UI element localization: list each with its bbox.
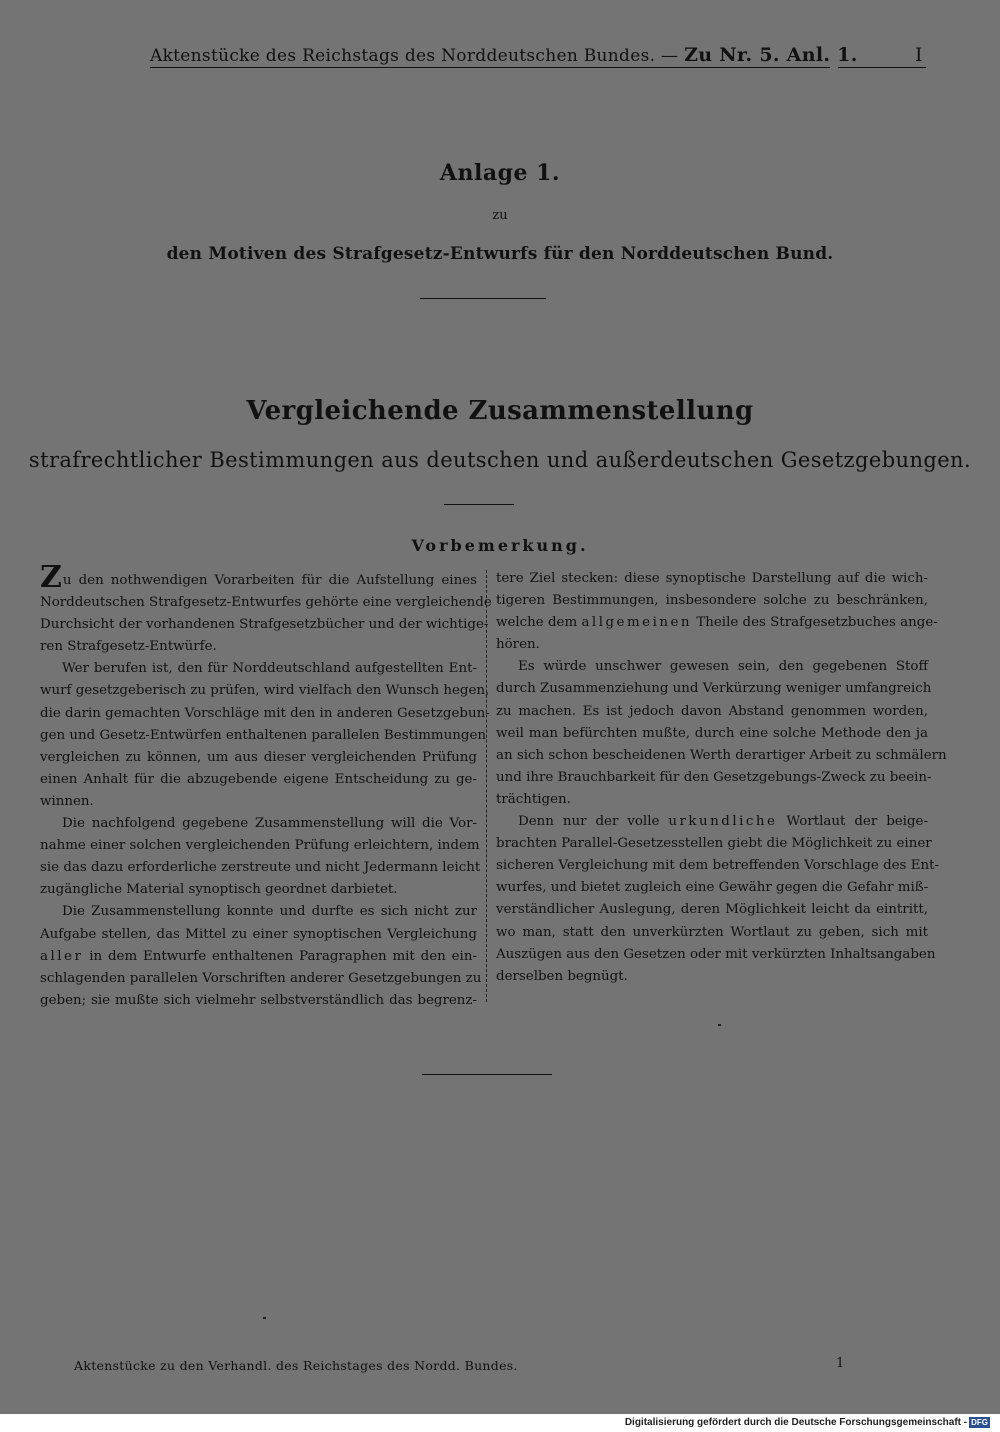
text-line: brachten Parallel-Gesetzesstellen giebt die Möglichkeit zu einer [496, 836, 932, 852]
text-line: sie das dazu erforderliche zerstreute und nicht Jedermann leicht [40, 860, 481, 876]
text-line: Es würde unschwer gewesen sein, den gegebenen Stoff [518, 659, 928, 675]
header-rule [838, 67, 926, 68]
text-line: die darin gemachten Vorschläge mit den in anderen Gesetzgebun- [40, 705, 490, 721]
text-line: Wer berufen ist, den für Norddeutschland aufgestellten Ent- [62, 661, 477, 677]
text-line: tigeren Bestimmungen, insbesondere solche zu beschränken, [496, 593, 928, 609]
text-line: vergleichen zu können, um aus dieser vergleichenden Prüfung [40, 749, 477, 765]
text-line: wurfes, und bietet zugleich eine Gewähr gegen die Gefahr miß- [496, 880, 929, 896]
print-speck [263, 1317, 266, 1319]
text-line: wo man, statt den unverkürzten Wortlaut zu geben, sich mit [496, 924, 928, 940]
separator-rule [420, 298, 546, 299]
text-line: trächtigen. [496, 791, 571, 807]
text-line: derselben begnügt. [496, 968, 628, 984]
dfg-logo: DFG [971, 1418, 988, 1427]
column-divider [486, 570, 487, 1002]
running-title: Aktenstücke des Reichstags des Norddeutschen Bundes. — [150, 46, 679, 66]
text-line: Denn nur der volle urkundliche Wortlaut der beige- [518, 814, 928, 830]
right-column [496, 568, 947, 988]
text-line: Zu den nothwendigen Vorarbeiten für die Aufstellung eines [40, 560, 477, 595]
text-line: an sich schon bescheidenen Werth derartiger Arbeit zu schmälern [496, 747, 947, 763]
text-line: wurf gesetzgeberisch zu prüfen, wird vielfach den Wunsch hegen, [40, 683, 490, 699]
text-line: Die nachfolgend gegebene Zusammenstellung will die Vor- [62, 816, 477, 832]
spaced-word: aller [40, 948, 84, 964]
annex-subject: den Motiven des Strafgesetz-Entwurfs für den Norddeutschen Bund. [166, 244, 834, 264]
separator-rule [444, 504, 514, 505]
text-line: schlagenden parallelen Vorschriften anderer Gesetzgebungen zu [40, 970, 482, 986]
main-title: Vergleichende Zusammenstellung [246, 396, 754, 426]
text-line: Norddeutschen Strafgesetz-Entwurfes gehörte eine vergleichende [40, 595, 492, 611]
text-line: gen und Gesetz-Entwürfen enthaltenen parallelen Bestimmungen [40, 727, 486, 743]
document-reference: Zu Nr. 5. Anl. 1. [684, 44, 858, 66]
annex-zu: zu [492, 208, 508, 223]
left-column [40, 560, 492, 1012]
spaced-word: allgemeinen [581, 615, 693, 631]
text-line: durch Zusammenziehung und Verkürzung weniger umfangreich [496, 681, 932, 697]
text-line: welche dem allgemeinen Theile des Strafgesetzbuches ange- [496, 615, 938, 631]
footer-signature: Aktenstücke zu den Verhandl. des Reichstages des Nordd. Bundes. [74, 1358, 518, 1373]
text-line: ren Strafgesetz-Entwürfe. [40, 639, 217, 655]
text-line: verständlicher Auslegung, deren Möglichkeit leicht da eintritt, [496, 902, 928, 918]
drop-cap: Z [40, 560, 62, 595]
digitization-credit [625, 1417, 990, 1428]
annex-heading: Anlage 1. [439, 160, 561, 186]
text-line: winnen. [40, 793, 94, 809]
text-line: Durchsicht der vorhandenen Strafgesetzbücher und der wichtige- [40, 617, 489, 633]
text-line: zu machen. Es ist jedoch davon Abstand genommen worden, [496, 703, 928, 719]
text-line: Die Zusammenstellung konnte und durfte es sich nicht zur [62, 904, 477, 920]
text-line: zugängliche Material synoptisch geordnet darbietet. [40, 882, 398, 898]
text-line: einen Anhalt für die abzugebende eigene Entscheidung zu ge- [40, 771, 477, 787]
text-line: Auszügen aus den Gesetzen oder mit verkürzten Inhaltsangaben [496, 946, 936, 962]
text-line: hören. [496, 637, 540, 653]
credit-text: Digitalisierung gefördert durch die Deutsche Forschungsgemeinschaft - [624, 1417, 968, 1428]
text-line: nahme einer solchen vergleichenden Prüfung erleichtern, indem [40, 838, 480, 854]
print-speck [718, 1024, 721, 1026]
text-line: und ihre Brauchbarkeit für den Gesetzgebungs-Zweck zu beein- [496, 769, 932, 785]
text-line: tere Ziel stecken: diese synoptische Darstellung auf die wich- [496, 571, 928, 586]
page-number-bottom: 1 [836, 1356, 845, 1371]
running-header [150, 44, 858, 68]
section-heading: Vorbemerkung. [411, 536, 589, 555]
main-subtitle: strafrechtlicher Bestimmungen aus deutschen und außerdeutschen Gesetzgebungen. [28, 448, 972, 472]
page-number-top: I [915, 44, 923, 66]
text-line: aller in dem Entwurfe enthaltenen Paragraphen mit den ein- [40, 948, 477, 964]
text-line: weil man befürchten mußte, durch eine solche Methode den ja [496, 725, 928, 741]
text-line: Aufgabe stellen, das Mittel zu einer synoptischen Vergleichung [40, 926, 477, 942]
text-line: sicheren Vergleichung mit dem betreffenden Vorschlage des Ent- [496, 858, 939, 874]
text-line: geben; sie mußte sich vielmehr selbstverständlich das begrenz- [40, 992, 477, 1008]
spaced-word: urkundliche [668, 814, 778, 830]
separator-rule [422, 1074, 552, 1075]
